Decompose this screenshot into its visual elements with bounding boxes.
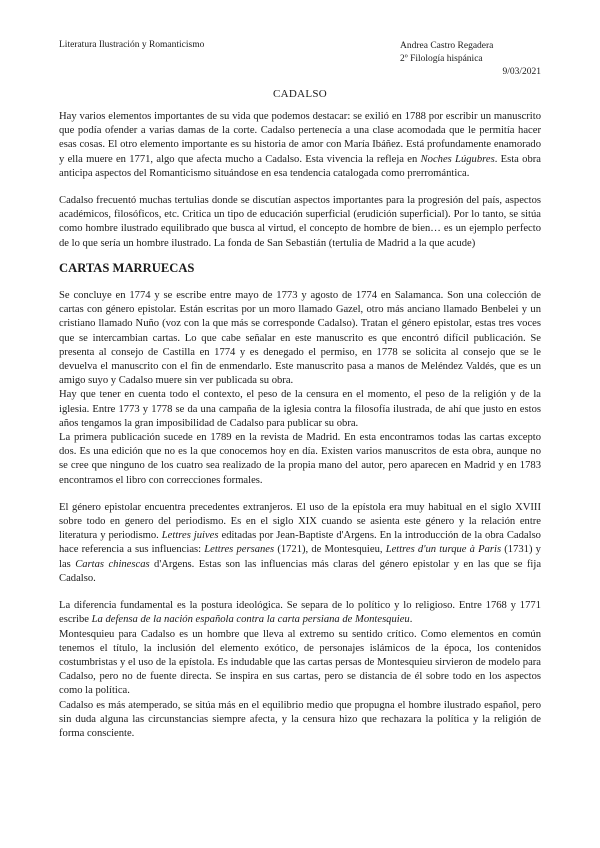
paragraph-epistolary: El género epistolar encuentra precedentes extranjeros. El uso de la epístola era muy habitual en el siglo XVIII sobre todo en genero del periodismo. Es en el siglo XIX cuando se asienta este género y la relación entre literatura y periodismo. Lettres juives editadas por Jean-Baptiste d'Argens. En la introducción de la obra Cadalso hace referencia a sus influencias: Lettres persanes (1721), de Montesquieu, Lettres d'un turque à Paris (1731) y las Cartas chinescas d'Argens. Estas son las influencias más claras del género epistolar y en las que se fija Cadalso. (59, 501, 542, 584)
paragraph-composition: Se concluye en 1774 y se escribe entre mayo de 1773 y agosto de 1774 en Salamanca. Son una colección de cartas con género epistolar. Están escritas por un moro llamado Gazel, otro más anciano llamado Benbelei y un cristiano llamado Nuño (voz con la que más se corresponde Cadalso). Tratan el género epistolar, estas tres voces que se intercambian cartas. Lo que cabe señalar en este manuscrito es que encontró difícil publicación. Se presenta al consejo de Castilla en 1774 y es denegado el permiso, en 1778 se solicita al consejo que se le devuelva el manuscrito con el fin de enmendarlo. Este manuscrito pasa a manos de Meléndez Valdés, que es un amigo suyo y Cadalso muere sin ver publicada su obra. (59, 290, 541, 387)
section-title: CARTAS MARRUECAS (59, 260, 195, 275)
paragraph-tertulias: Cadalso frecuentó muchas tertulias donde se discutían aspectos importantes para la progresión del país, aspectos académicos, filosóficos, etc. Critica un tipo de educación superficial (erudición superficial). Por lo tanto, se sitúa como hombre ilustrado equilibrado que busca al virtud, el concepto de hombre de bien… es un ejemplo perfecto de lo que sería un hombre ilustrado. La fonda de San Sebastián (tertulia de Madrid a la que acude) (59, 195, 541, 249)
paragraph-montesquieu: Montesquieu para Cadalso es un hombre que lleva al extremo su sentido crítico. Como elementos en común tenemos el título, la inclusión del elemento exótico, de personajes islámicos de la época, los contenidos costumbristas y el uso de la epístola. Es indudable que las cartas persas de Montesquieu sirvieron de modelo para Cadalso, pero no de fuente directa. Se inspira en sus cartas, pero se distancia de él sobre todo en los aspectos como la política. (59, 628, 541, 697)
document-body (59, 110, 541, 741)
paragraph-exile: Hay varios elementos importantes de su vida que podemos destacar: se exilió en 1788 por escribir un manuscrito que podía ofender a varias damas de la corte. Cadalso pertenecía a una clase acomodada que le permitía hacer esas cosas. El otro elemento importante es su historia de amor con María Ibáñez. Está profundamente enamorado y ella muere en 1771, algo que afecta mucho a Cadalso. Esta vivencia la refleja en Noches Lúgubres. Esta obra anticipa aspectos del Romanticismo situándose en esa tendencia catalogada como prerromántica. (59, 111, 542, 179)
paragraph-ideology: La diferencia fundamental es la postura ideológica. Se separa de lo político y lo religioso. Entre 1768 y 1771 escribe La defensa de la nación española contra la carta persiana de Montesquieu. (59, 600, 541, 626)
course-name: Literatura Ilustración y Romanticismo (59, 40, 205, 50)
paragraph-conclusion: Cadalso es más atemperado, se sitúa más en el equilibrio medio que propugna el hombre ilustrado español, pero sin duda alguna las circunstancias siempre afecta, y la censura hizo que rechazara la política y la religión de forma consciente. (59, 699, 541, 739)
page-title: CADALSO (272, 88, 328, 100)
degree: 2º Filología hispánica (400, 54, 483, 64)
author-name: Andrea Castro Regadera (400, 41, 494, 51)
date: 9/03/2021 (502, 67, 541, 77)
header-info (400, 40, 541, 79)
paragraph-censorship: Hay que tener en cuenta todo el contexto, el peso de la censura en el momento, el peso de la religión y de la iglesia. Entre 1773 y 1778 se da una campaña de la iglesia contra la filosofía ilustrada, de ahí que justo en estos años tengamos la gran imposibilidad de Cadalso para publicar su obra. (59, 389, 541, 429)
paragraph-publication: La primera publicación sucede en 1789 en la revista de Madrid. En esta encontramos todas las cartas excepto dos. Es una edición que no es la que conocemos hoy en día. Existen varios manuscritos de esta obra, aunque no se cree que ninguno de los cuatro sea realizado de la propia mano del autor, pero aparecen en Madrid y en 1783 encontramos el libro con correcciones formales. (59, 432, 541, 486)
